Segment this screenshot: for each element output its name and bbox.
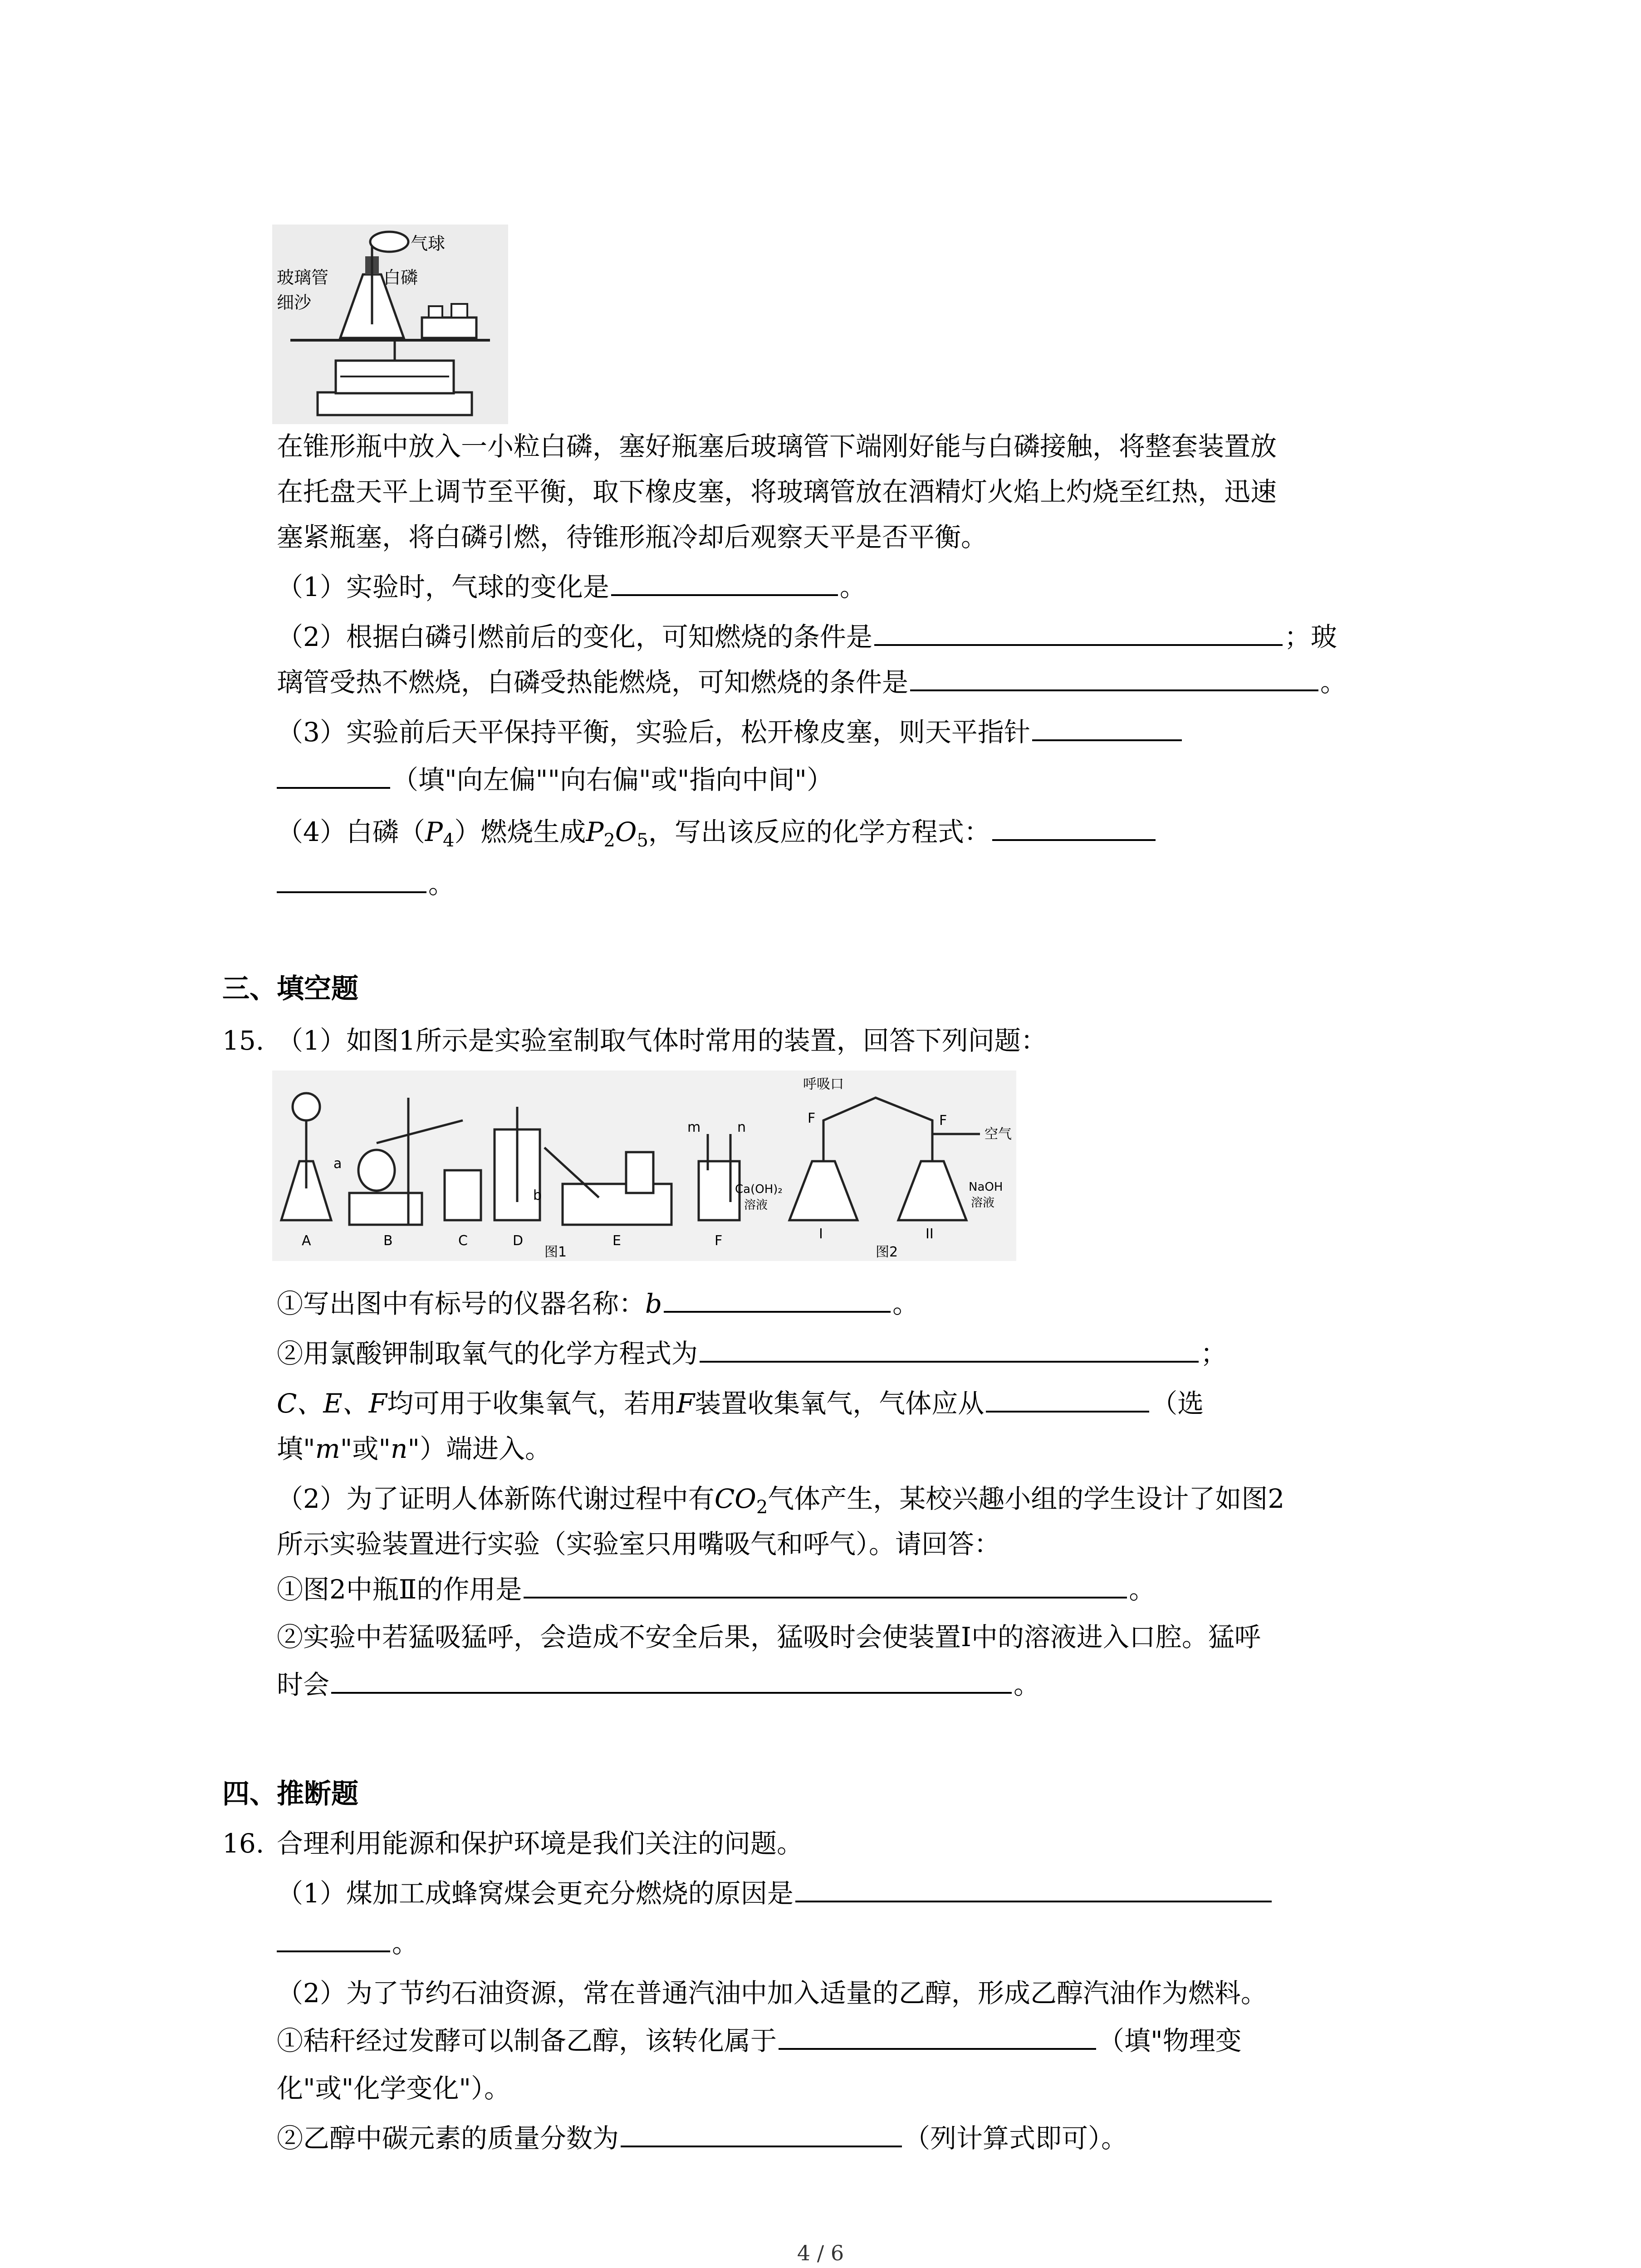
formula-o: O: [615, 816, 637, 847]
q15-part2-sub1-blank[interactable]: [524, 1596, 1127, 1598]
q14-part2-blank2[interactable]: [910, 689, 1318, 691]
q16-part2-sub1: [277, 2025, 1242, 2056]
label-F2: F: [939, 1113, 947, 1129]
q16-part2-sub2: [277, 2123, 1128, 2154]
formula-p2: P: [586, 816, 604, 847]
label-II: II: [926, 1226, 934, 1242]
label-glass-tube: 玻璃管: [277, 268, 329, 288]
label-F1: F: [808, 1110, 816, 1126]
q15-part2-text-b: 气体产生，某校兴趣小组的学生设计了如图2: [768, 1483, 1285, 1514]
q16-number: 16.: [222, 1828, 265, 1859]
q15-sub3-f: F: [676, 1388, 695, 1419]
q16-part1-line2: [277, 1928, 419, 1959]
q16-part2-sub2-blank[interactable]: [621, 2145, 902, 2147]
gas-apparatus-figure: [272, 1070, 1016, 1261]
q15-number: 15.: [222, 1025, 265, 1056]
q15-sub3-l2c: "）端进入。: [407, 1433, 552, 1464]
formula-co: CO: [714, 1483, 756, 1514]
q14-intro-line3: 塞紧瓶塞，将白磷引燃，待锥形瓶冷却后观察天平是否平衡。: [277, 522, 988, 552]
q15-sub3-n: n: [391, 1433, 408, 1464]
label-a: a: [333, 1156, 342, 1172]
label-caoh2: Ca(OH)₂: [735, 1183, 783, 1196]
section-3-title: 三、填空题: [222, 973, 358, 1005]
q14-part4-end: 。: [428, 869, 455, 899]
q16-part2-sub1-blank[interactable]: [779, 2048, 1096, 2050]
q16-part2-sub1-text: ①秸秆经过发酵可以制备乙醇，该转化属于: [277, 2025, 777, 2056]
q15-sub3-m: m: [315, 1433, 340, 1464]
q14-part3-text: （3）实验前后天平保持平衡，实验后，松开橡皮塞，则天平指针: [277, 717, 1030, 748]
q14-part2-line1: [277, 621, 1337, 652]
q14-part2-line2: [277, 667, 1347, 698]
label-mouth: 呼吸口: [803, 1076, 844, 1092]
q14-part3-line1: [277, 717, 1184, 748]
q15-sub1-b: b: [645, 1288, 662, 1319]
q15-sub3-text-d: 装置收集氧气，气体应从: [695, 1388, 985, 1419]
formula-sub-2: 2: [756, 1497, 768, 1518]
q16-part1-text: （1）煤加工成蜂窝煤会更充分燃烧的原因是: [277, 1878, 794, 1909]
q15-part2-text-a: （2）为了证明人体新陈代谢过程中有: [277, 1483, 715, 1514]
q15-sub3-l2b: "或": [340, 1433, 391, 1464]
q14-part1-text: （1）实验时，气球的变化是: [277, 572, 609, 602]
q15-sub1-blank[interactable]: [664, 1310, 891, 1313]
q15-part2-sub3-text: 时会: [277, 1669, 330, 1700]
q15-part2-sub3-blank[interactable]: [331, 1691, 1012, 1694]
q16-part2-sub2-text: ②乙醇中碳元素的质量分数为: [277, 2123, 619, 2154]
q14-part1-blank[interactable]: [611, 594, 838, 596]
q14-part4-blank-b[interactable]: [277, 891, 426, 893]
q14-part2-mid: ；玻: [1284, 621, 1337, 652]
label-B: B: [383, 1233, 393, 1249]
label-D: D: [513, 1233, 524, 1249]
q14-part3-line2: [277, 764, 833, 795]
q14-part3-blank-a[interactable]: [1032, 739, 1182, 741]
q15-sub2-blank[interactable]: [700, 1360, 1199, 1363]
q14-part2-end: 。: [1320, 667, 1347, 698]
label-F: F: [715, 1233, 723, 1249]
label-C: C: [458, 1233, 468, 1249]
q16-part1-blank-a[interactable]: [795, 1900, 1272, 1902]
balance-apparatus-figure: [272, 225, 508, 424]
label-balloon: 气球: [411, 234, 446, 254]
label-E: E: [612, 1233, 621, 1249]
section-4-title: 四、推断题: [222, 1778, 358, 1810]
q15-sub2-text: ②用氯酸钾制取氧气的化学方程式为: [277, 1338, 698, 1369]
q15-sub3-line1: [277, 1390, 1204, 1417]
label-naoh: NaOH: [969, 1180, 1003, 1194]
q15-sub2: [277, 1340, 1227, 1367]
q14-part2-text: （2）根据白磷引燃前后的变化，可知燃烧的条件是: [277, 621, 872, 652]
q16-part1-blank-b[interactable]: [277, 1950, 390, 1952]
label-m: m: [687, 1119, 701, 1135]
label-sand: 细沙: [277, 293, 312, 313]
q15-part2-sub3-end: 。: [1014, 1669, 1040, 1700]
q16-line1: 合理利用能源和保护环境是我们关注的问题。: [277, 1828, 803, 1859]
q16-part2: （2）为了节约石油资源，常在普通汽油中加入适量的乙醇，形成乙醇汽油作为燃料。: [277, 1978, 1267, 2009]
label-caoh2-sol: 溶液: [744, 1198, 768, 1212]
q14-part2-text2: 璃管受热不燃烧，白磷受热能燃烧，可知燃烧的条件是: [277, 667, 909, 698]
label-I: I: [819, 1226, 823, 1242]
fig1-caption: 图1: [544, 1244, 567, 1260]
q14-part4-line2: [277, 871, 455, 897]
q15-sub3-blank[interactable]: [986, 1410, 1149, 1413]
q14-part4-text-c: ，写出该反应的化学方程式：: [648, 816, 990, 847]
q16-part1-end: 。: [392, 1928, 419, 1959]
q15-part2-line1: [277, 1483, 1285, 1518]
fig2-caption: 图2: [876, 1244, 898, 1260]
formula-sub-5: 5: [637, 830, 648, 851]
q15-sub3-l2a: 填": [277, 1433, 315, 1464]
q15-part2-sub1: [277, 1576, 1155, 1603]
q14-part1-end: 。: [839, 572, 866, 602]
q15-part2-sub2: ②实验中若猛吸猛呼，会造成不安全后果，猛吸时会使装置Ⅰ中的溶液进入口腔。猛呼: [277, 1622, 1261, 1652]
label-white-phosphorus: 白磷: [383, 268, 418, 288]
q16-part2-sub2-end: （列计算式即可）。: [904, 2123, 1128, 2154]
q14-part4-text-a: （4）白磷（: [277, 816, 425, 847]
q14-intro-line2: 在托盘天平上调节至平衡，取下橡皮塞，将玻璃管放在酒精灯火焰上灼烧至红热，迅速: [277, 476, 1277, 507]
q14-part2-blank1[interactable]: [874, 644, 1283, 646]
q15-sub3-text-b: 均可用于收集氧气，若用: [387, 1388, 676, 1419]
q14-part4-blank-a[interactable]: [992, 839, 1156, 841]
q15-sub1: [277, 1290, 919, 1317]
q16-part2-sub1-end: （填"物理变: [1098, 2025, 1242, 2056]
q15-part2-sub1-text: ①图2中瓶Ⅱ的作用是: [277, 1574, 522, 1605]
q14-intro-line1: 在锥形瓶中放入一小粒白磷，塞好瓶塞后玻璃管下端刚好能与白磷接触，将整套装置放: [277, 431, 1277, 462]
q16-part1: [277, 1878, 1274, 1909]
label-n: n: [737, 1119, 746, 1135]
q14-part3-hint: （填"向左偏""向右偏"或"指向中间"）: [392, 764, 833, 795]
label-naoh-sol: 溶液: [971, 1196, 995, 1210]
q15-line1: （1）如图1所示是实验室制取气体时常用的装置，回答下列问题：: [277, 1025, 1047, 1056]
q15-part2-line2: 所示实验装置进行实验（实验室只用嘴吸气和呼气）。请回答：: [277, 1529, 1001, 1559]
page-number: 4 / 6: [797, 2241, 844, 2265]
q14-part4-text-b: ）燃烧生成: [454, 816, 586, 847]
q15-sub1-text: ①写出图中有标号的仪器名称：: [277, 1288, 646, 1319]
q14-part1: [277, 574, 866, 600]
label-b: b: [533, 1188, 542, 1203]
q15-sub2-end: ；: [1200, 1338, 1227, 1369]
q15-sub3-cef: C、E、F: [277, 1388, 387, 1419]
q15-part2-sub1-end: 。: [1129, 1574, 1156, 1605]
q14-part3-blank-b[interactable]: [277, 787, 390, 789]
q15-part2-sub3: [277, 1669, 1040, 1700]
q15-sub1-end: 。: [892, 1288, 919, 1319]
formula-p: P: [425, 816, 443, 847]
label-air: 空气: [985, 1126, 1012, 1142]
q15-sub3-end: （选: [1151, 1388, 1204, 1419]
q16-part2-sub1-line2: 化"或"化学变化"）。: [277, 2073, 511, 2104]
q14-part4-line1: （4）白磷$(P_4)$燃烧生成$P_2O_5$，写出该反应的化学方程式：: [277, 819, 1157, 850]
label-A: A: [302, 1233, 311, 1249]
q15-sub3-line2: [277, 1433, 552, 1464]
formula-sub-4: 4: [442, 830, 455, 851]
